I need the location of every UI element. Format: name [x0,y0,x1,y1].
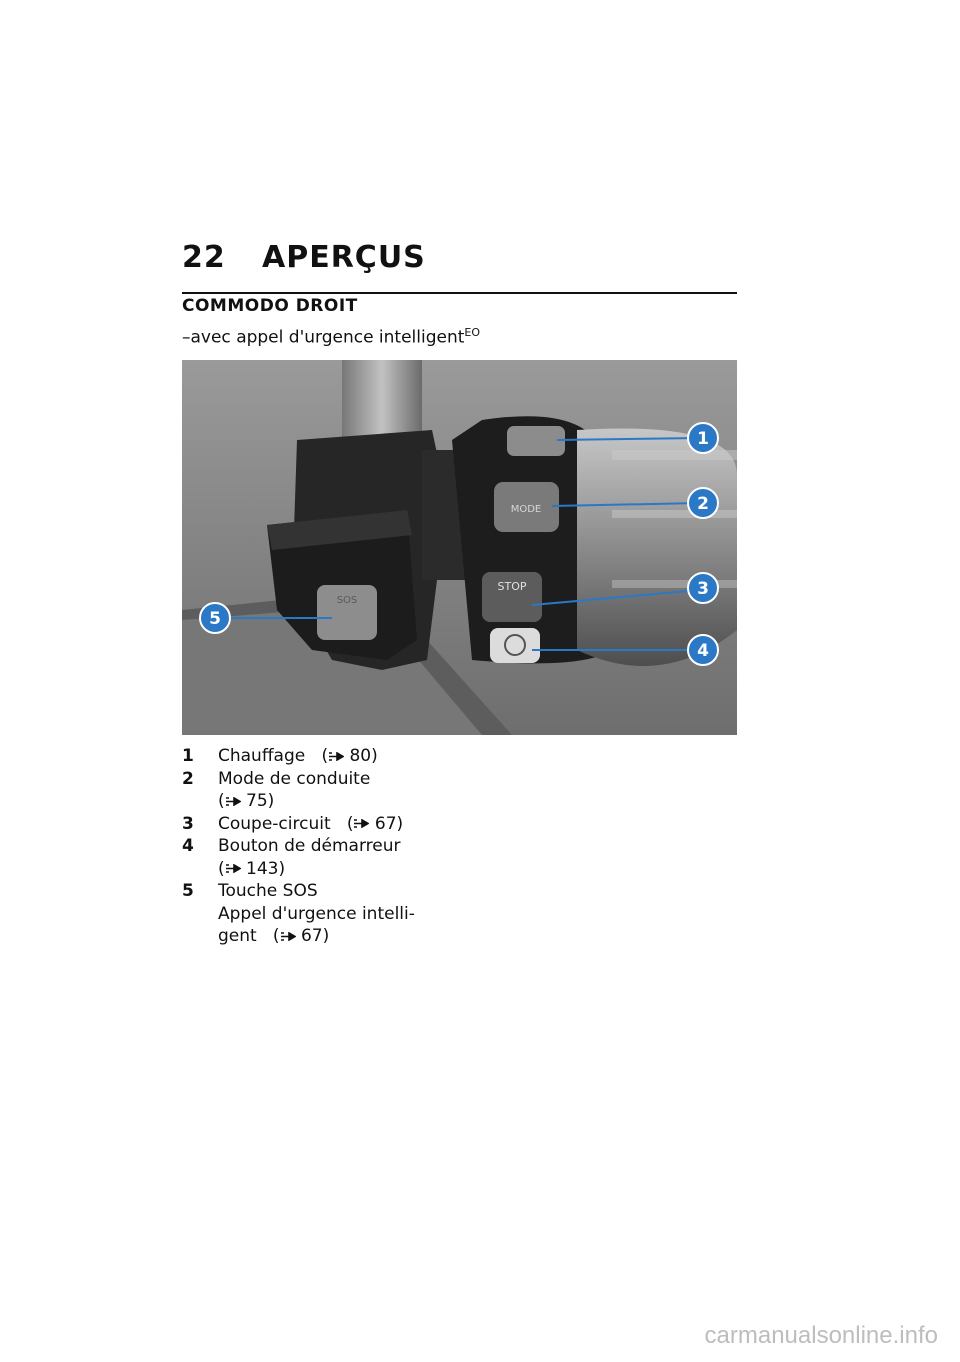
watermark: carmanualsonline.info [704,1322,938,1349]
handlebar-switch-photo [182,360,737,735]
page-reference[interactable] [321,746,377,766]
legend-item [182,813,432,836]
callout-4 [688,635,718,665]
heating-button-shape [507,426,565,456]
legend-number: 4 [182,836,194,856]
reference-arrow-icon [225,797,241,806]
legend-text: Mode de conduite [218,768,371,789]
legend-item [182,768,432,813]
legend-number: 3 [182,813,194,834]
ref-page: 75) [246,791,275,811]
subtitle-text: –avec appel d'urgence intelligent [182,327,465,348]
legend-number: 1 [182,746,194,766]
legend-text: Chauffage [218,746,306,766]
stop-button-label: STOP [497,580,527,593]
ref-page: 67) [374,813,404,834]
page-reference[interactable] [218,791,274,811]
legend-text-line3: gent [218,926,257,946]
legend-number: 2 [182,768,194,789]
ref-page: 80) [349,746,378,766]
legend-text: Bouton de démarreur [218,836,401,856]
reference-arrow-icon [353,819,369,828]
page-reference[interactable] [218,859,285,879]
ref-paren: ( [346,813,354,834]
svg-text:4: 4 [697,641,709,661]
svg-text:1: 1 [697,429,709,449]
callout-1 [688,423,718,453]
callout-3 [688,573,718,603]
legend-item [182,835,432,880]
ref-paren: ( [218,858,225,879]
callout-2 [688,488,718,518]
section-rule [182,292,737,294]
page-title: APERÇUS [262,240,426,275]
sos-button-label: SOS [336,595,358,606]
legend-list [182,745,432,948]
legend-item [182,745,432,768]
legend-text-line2: Appel d'urgence intelli- [218,903,415,924]
svg-text:3: 3 [697,579,709,599]
legend-number: 5 [182,881,194,901]
reference-arrow-icon [280,932,296,941]
ref-paren: ( [272,926,280,946]
section-title: COMMODO DROIT [182,296,358,316]
section-subtitle [182,326,480,348]
legend-text: Touche SOS [218,881,318,901]
page-number: 22 [182,240,226,275]
page-header [182,240,426,275]
svg-text:2: 2 [697,494,709,514]
sos-button-shape [317,585,377,640]
ref-page: 67) [300,926,330,946]
ref-paren: ( [218,791,225,811]
legend-item [182,880,432,948]
photo-illustration [182,360,737,735]
page-reference[interactable] [273,926,329,946]
svg-text:5: 5 [209,609,221,629]
mode-button-label: MODE [510,504,542,515]
starter-button-shape [490,628,540,663]
ref-page: 143) [246,858,286,879]
page-reference[interactable] [347,814,403,834]
callout-5 [200,603,230,633]
legend-text: Coupe-circuit [218,813,331,834]
reference-arrow-icon [328,752,344,761]
subtitle-superscript: EO [464,326,481,339]
reference-arrow-icon [225,864,241,873]
ref-paren: ( [321,746,329,766]
